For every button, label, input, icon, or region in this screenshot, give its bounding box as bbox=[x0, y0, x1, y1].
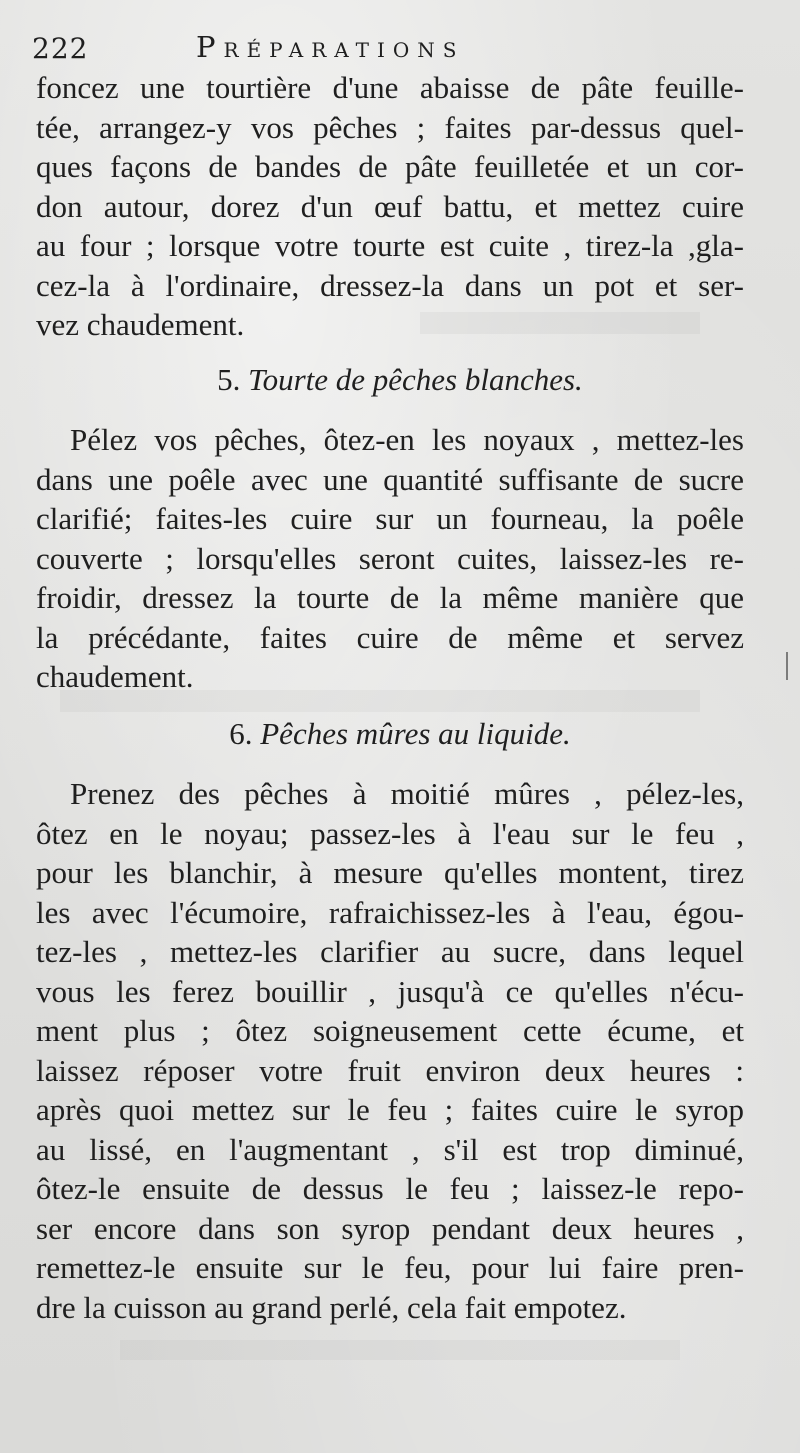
text-line: Prenez des pêches à moitié mûres , pélez-les, bbox=[70, 776, 744, 811]
bleed-through-shadow bbox=[120, 1340, 680, 1360]
text-line: dre la cuisson au grand perlé, cela fait empotez. bbox=[36, 1289, 627, 1325]
text-line: ques façons de bandes de pâte feuilletée et un cor- bbox=[36, 149, 744, 184]
text-line: tez-les , mettez-les clarifier au sucre, dans lequel bbox=[36, 934, 744, 969]
text-line: après quoi mettez sur le feu ; faites cuire le syrop bbox=[36, 1092, 744, 1127]
running-title: Préparations bbox=[196, 30, 465, 64]
text-line: les avec l'écumoire, rafraichissez-les à l'eau, égou- bbox=[36, 894, 744, 930]
text-line: clarifié; faites-les cuire sur un fourneau, la poêle bbox=[36, 501, 744, 536]
section-title: Pêches mûres au liquide. bbox=[260, 716, 571, 751]
text-line: remettez-le ensuite sur le feu, pour lui faire pren- bbox=[36, 1250, 744, 1285]
text-line: foncez une tourtière d'une abaisse de pâte feuille- bbox=[36, 70, 744, 105]
text-line: cez-la à l'ordinaire, dressez-la dans un pot et ser- bbox=[36, 267, 744, 303]
text-line: ment plus ; ôtez soigneusement cette écume, et bbox=[36, 1013, 744, 1048]
page-header bbox=[32, 24, 772, 64]
text-line: Pélez vos pêches, ôtez-en les noyaux , mettez-les bbox=[70, 422, 744, 457]
section-heading-6 bbox=[0, 716, 800, 752]
section-heading-5 bbox=[0, 362, 800, 398]
text-line: dans une poêle avec une quantité suffisante de sucre bbox=[36, 461, 744, 497]
text-line: vez chaudement. bbox=[36, 307, 245, 342]
section-number: 5. bbox=[217, 362, 241, 397]
text-line: ôtez-le ensuite de dessus le feu ; laissez-le repo- bbox=[36, 1171, 744, 1206]
text-line: laissez réposer votre fruit environ deux heures : bbox=[36, 1052, 744, 1088]
text-line: au lissé, en l'augmentant , s'il est trop diminué, bbox=[36, 1131, 744, 1167]
text-line: couverte ; lorsqu'elles seront cuites, laissez-les re- bbox=[36, 540, 744, 576]
text-line: tée, arrangez-y vos pêches ; faites par-dessus quel- bbox=[36, 109, 744, 145]
text-line: chaudement. bbox=[36, 659, 194, 694]
text-line: vous les ferez bouillir , jusqu'à ce qu'elles n'écu- bbox=[36, 973, 744, 1009]
text-line: don autour, dorez d'un œuf battu, et mettez cuire bbox=[36, 188, 744, 224]
text-line: ôtez en le noyau; passez-les à l'eau sur le feu , bbox=[36, 815, 744, 851]
text-line: au four ; lorsque votre tourte est cuite , tirez-la ,gla- bbox=[36, 228, 744, 263]
page-number: 222 bbox=[32, 32, 89, 65]
margin-mark bbox=[786, 652, 788, 680]
paragraph-continued bbox=[36, 68, 744, 345]
section-5-paragraph bbox=[36, 420, 744, 697]
section-6-paragraph bbox=[36, 774, 744, 1327]
text-line: pour les blanchir, à mesure qu'elles montent, tirez bbox=[36, 855, 744, 890]
text-line: ser encore dans son syrop pendant deux heures , bbox=[36, 1210, 744, 1246]
text-line: la précédante, faites cuire de même et servez bbox=[36, 619, 744, 655]
section-title: Tourte de pêches blanches. bbox=[248, 362, 583, 397]
section-number: 6. bbox=[229, 716, 253, 751]
text-line: froidir, dressez la tourte de la même manière que bbox=[36, 580, 744, 615]
